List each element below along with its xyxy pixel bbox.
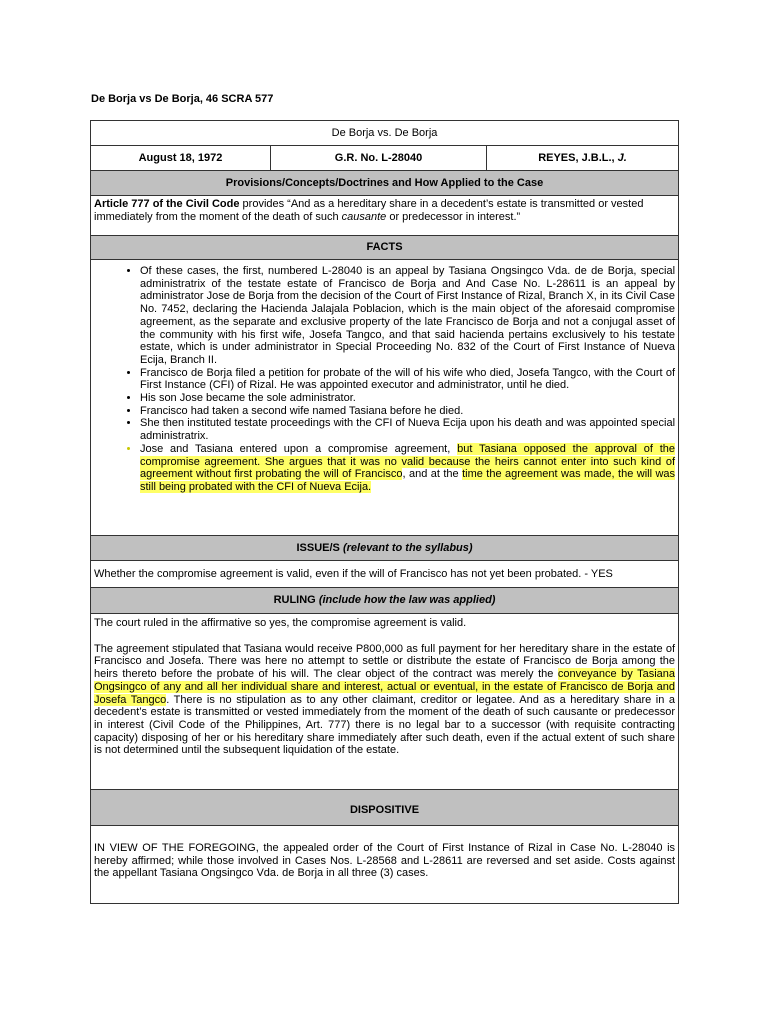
dispositive-text: IN VIEW OF THE FOREGOING, the appealed order of the Court of First Instance of Rizal in Case No. L-28040 is hereby affirmed; while those involved in Cases Nos. L-28568 and L-28611 are reversed and set aside. Costs against the appellant Tasiana Ongsingco Vda. de Borja in all three (3) cases. [91, 826, 679, 904]
fact-item: • Francisco de Borja filed a petition for probate of the will of his wife who died, Josefa Tangco, with the Court of First Instance (CFI) of Rizal. He was appointed executor and administrator, until he died. [140, 367, 675, 392]
issue-header: ISSUE/S (relevant to the syllabus) [91, 536, 679, 561]
ruling-header-note: (include how the law was applied) [318, 594, 496, 607]
dispositive-header: DISPOSITIVE [91, 790, 679, 826]
issue-text: Whether the compromise agreement is valid, even if the will of Francisco has not yet been probated. - YES [91, 561, 679, 588]
facts-section [91, 260, 679, 536]
highlight: but Tasiana opposed the approval of the compromise agreement. She argues that it was no valid because the heirs cannot enter into such kind of agreement without first probating the will of Francisco [140, 442, 676, 481]
ruling-paragraph: The agreement stipulated that Tasiana would receive P800,000 as full payment for her hereditary share in the estate of Francisco and Josefa. There was here no attempt to settle or distribute the estate of Francisco de Borja among the heirs thereto before the probate of his will. The clear object of the contract was merely the conveyance by Tasiana Ongsingco of any and all her individual share and interest, actual or eventual, in the estate of Francisco de Borja and Josefa Tangco. There is no stipulation as to any other claimant, creditor or legatee. And as a hereditary share in a decedent’s estate is transmitted or vested immediately from the moment of the death of such causante or predecessor in interest (Civil Code of the Philippines, Art. 777) there is no legal bar to a successor (with requisite contracting capacity) disposing of her or his hereditary share immediately after such death, even if the actual extent of such share is not determined until the subsequent liquidation of the estate. [94, 642, 676, 757]
highlight: conveyance by Tasiana Ongsingco of any and all her individual share and interest, actual or eventual, in the estate of Francisco de Borja and Josefa Tangco [94, 668, 676, 706]
causante-term: causante [341, 210, 387, 223]
provisions-header: Provisions/Concepts/Doctrines and How Applied to the Case [91, 171, 679, 196]
ponente [487, 146, 679, 171]
issue-header-note: (relevant to the syllabus) [342, 541, 473, 554]
fact-item: • She then instituted testate proceedings with the CFI of Nueva Ecija upon his death and was appointed special administratrix. [140, 417, 675, 442]
facts-list [94, 265, 675, 494]
fact-item: • Of these cases, the first, numbered L-28040 is an appeal by Tasiana Ongsingco Vda. de de Borja, special administratrix of the testate estate of Francisco de Borja and And Case No. L-28611 is an appeal by administrator Jose de Borja from the decision of the Court of First Instance of Rizal, Branch X, in its Civil Case No. 7452, declaring the Hacienda Jalajala Poblacion, which is the main object of the aforesaid compromise agreement, as the separate and exclusive property of the late Francisco de Borja and not a conjugal asset of the community with his first wife, Josefa Tangco, and that said hacienda pertains exclusively to his testate estate, which is under administrator in Special Proceeding No. 832 of the Court of First Instance of Nueva Ecija, Branch II. [140, 265, 675, 367]
ruling-header: RULING (include how the law was applied) [91, 588, 679, 614]
case-name: De Borja vs. De Borja [91, 121, 679, 146]
case-brief-table [90, 120, 679, 904]
provision-text: Article 777 of the Civil Code provides “And as a hereditary share in a decedent’s estate is transmitted or vested immediately from the moment of the death of such causante or predecessor in interest.” [91, 196, 679, 236]
ponente-j: J. [617, 151, 627, 164]
gr-number: G.R. No. L-28040 [271, 146, 487, 171]
article-ref: Article 777 of the Civil Code [94, 198, 240, 210]
fact-item: • Francisco had taken a second wife named Tasiana before he died. [140, 405, 675, 418]
ruling-section [91, 614, 679, 790]
highlight: time the agreement was made, the will was still being probated with the CFI of Nueva Ecija. [140, 468, 676, 493]
decision-date: August 18, 1972 [91, 146, 271, 171]
ponente-name: REYES, J.B.L., [538, 151, 618, 164]
ruling-paragraph: The court ruled in the affirmative so yes, the compromise agreement is valid. [94, 617, 467, 629]
fact-item: • His son Jose became the sole administrator. [140, 392, 675, 405]
fact-item-highlighted: • Jose and Tasiana entered upon a compromise agreement, but Tasiana opposed the approval of the compromise agreement. She argues that it was no valid because the heirs cannot enter into such kind of agreement without first probating the will of Francisco, and at the time the agreement was made, the will was still being probated with the CFI of Nueva Ecija. [140, 443, 675, 494]
facts-header: FACTS [91, 236, 679, 260]
document-title: De Borja vs De Borja, 46 SCRA 577 [91, 93, 274, 105]
